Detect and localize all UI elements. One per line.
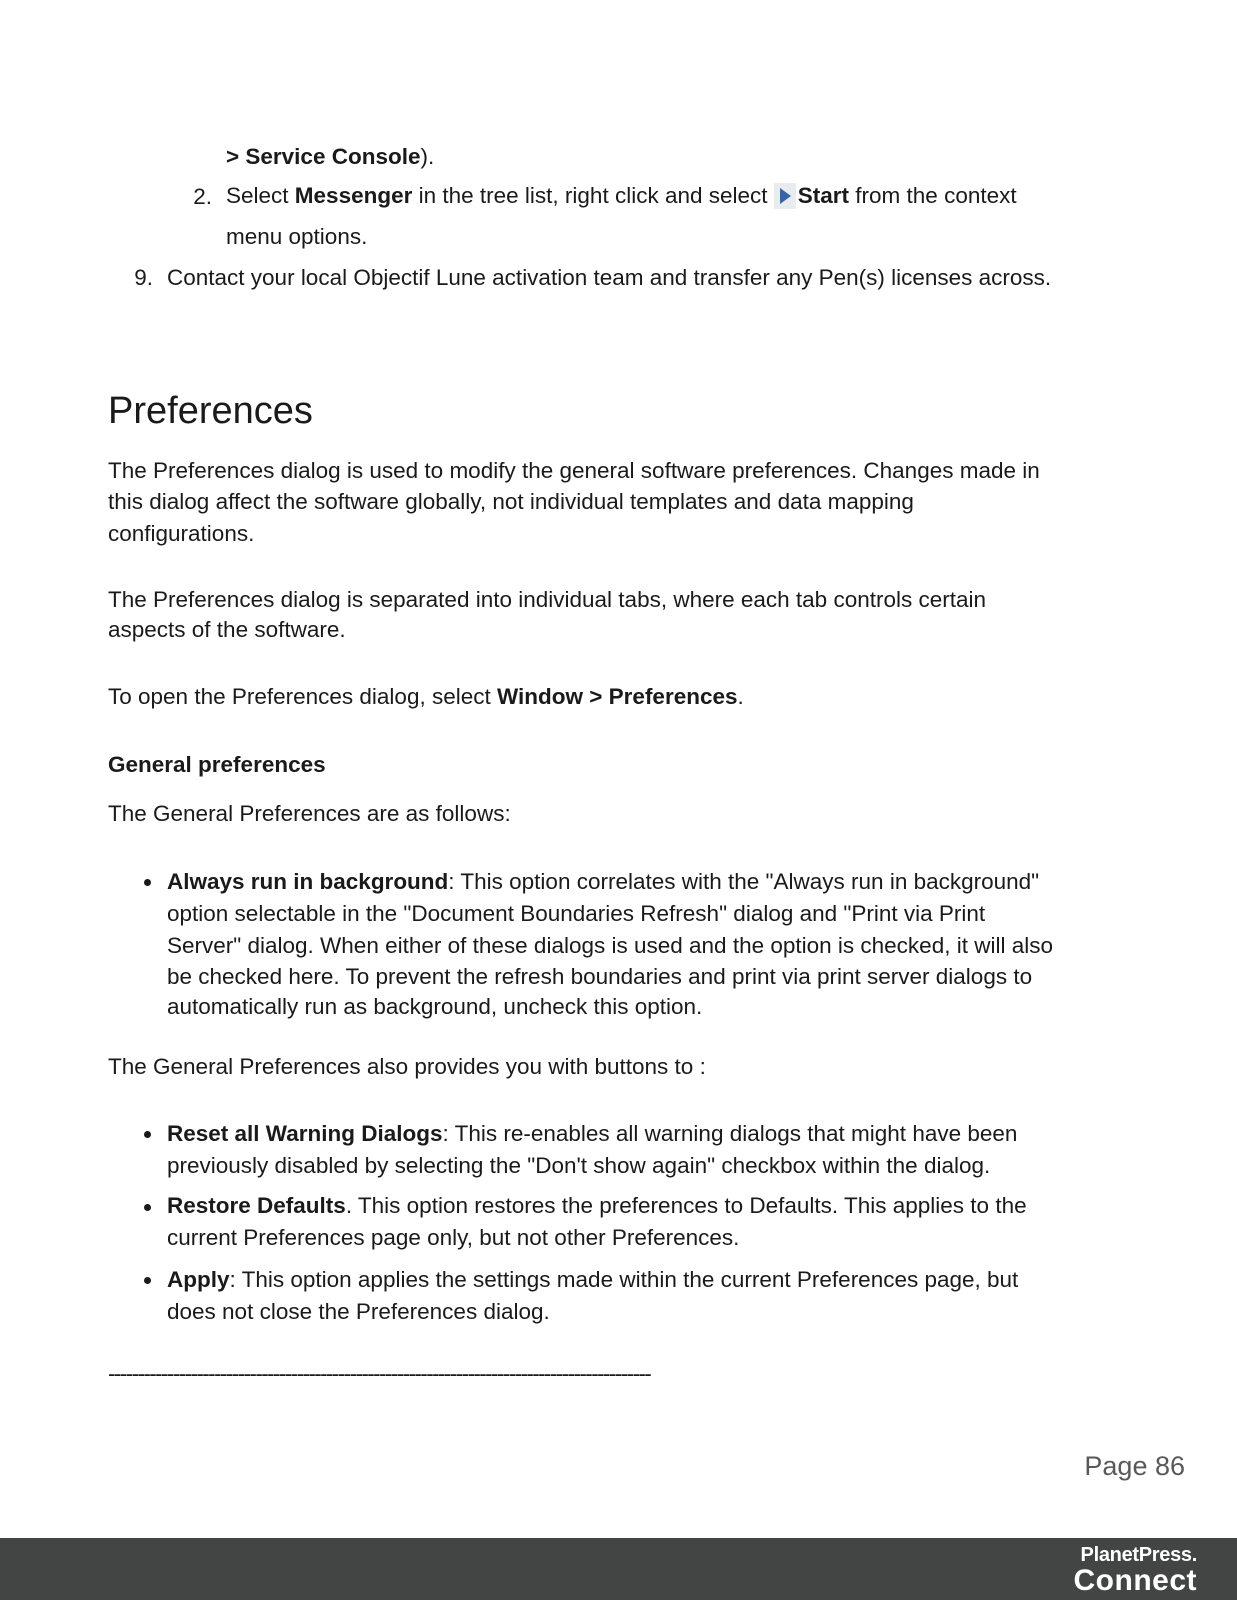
paragraph-1-line-2: this dialog affect the software globally, not individual templates and data mapping	[108, 489, 914, 514]
footer-bar	[0, 1538, 1237, 1600]
menu-path: Window > Preferences	[497, 684, 738, 709]
buttons-intro: The General Preferences also provides you with buttons to :	[108, 1054, 706, 1079]
dashed-divider: --------------------------------------------------------------------------------------------	[108, 1361, 651, 1386]
logo-top-text: PlanetPress.	[1080, 1544, 1197, 1566]
step-9-text: Contact your local Objectif Lune activation team and transfer any Pen(s) licenses across.	[167, 265, 1052, 290]
step-2-text-line2: menu options.	[226, 224, 368, 249]
planetpress-connect-logo	[1074, 1544, 1198, 1596]
page-number: Page 86	[1084, 1451, 1185, 1481]
bullet-dot	[144, 879, 151, 886]
start-play-icon	[774, 183, 796, 209]
step-2-text: Select Messenger in the tree list, right click and select Start from the context	[226, 183, 1017, 208]
paragraph-1-line-1: The Preferences dialog is used to modify the general software preferences. Changes made in	[108, 458, 1040, 483]
bullet-always-run-line-4: be checked here. To prevent the refresh boundaries and print via print server dialogs to	[167, 964, 1033, 989]
paragraph-2-line-1: The Preferences dialog is separated into individual tabs, where each tab controls certain	[108, 587, 987, 612]
bullet-always-run-line-1: Always run in background: This option correlates with the "Always run in background"	[167, 869, 1040, 894]
paragraph-2-line-2: aspects of the software.	[108, 617, 346, 642]
logo-bottom-text: Connect	[1073, 1564, 1197, 1597]
bullet-reset-warnings-line-1: Reset all Warning Dialogs: This re-enables all warning dialogs that might have been	[167, 1121, 1018, 1146]
bullet-dot	[144, 1131, 151, 1138]
service-console-path: > Service Console	[226, 144, 421, 169]
bullet-always-run-line-5: automatically run as background, uncheck this option.	[167, 994, 703, 1019]
bullet-apply-line-2: does not close the Preferences dialog.	[167, 1299, 550, 1324]
step-9-number: 9.	[134, 265, 153, 290]
bullet-apply-line-1: Apply: This option applies the settings made within the current Preferences page, but	[167, 1267, 1019, 1292]
subsection-heading: General preferences	[108, 752, 326, 777]
bullet-restore-defaults-line-2: current Preferences page only, but not other Preferences.	[167, 1225, 740, 1250]
paragraph-3: To open the Preferences dialog, select Window > Preferences.	[108, 684, 744, 709]
bullet-dot	[144, 1204, 151, 1211]
bullet-always-run-line-3: Server" dialog. When either of these dialogs is used and the option is checked, it will also	[167, 933, 1053, 958]
step-continuation: > Service Console).	[226, 144, 435, 169]
bullet-reset-warnings-line-2: previously disabled by selecting the "Don't show again" checkbox within the dialog.	[167, 1153, 991, 1178]
bullet-restore-defaults-line-1: Restore Defaults. This option restores the preferences to Defaults. This applies to the	[167, 1193, 1027, 1218]
section-title: Preferences	[108, 390, 313, 432]
general-intro: The General Preferences are as follows:	[108, 801, 511, 826]
bullet-always-run-line-2: option selectable in the "Document Boundaries Refresh" dialog and "Print via Print	[167, 901, 986, 926]
paragraph-1-line-3: configurations.	[108, 521, 255, 546]
bullet-dot	[144, 1277, 151, 1284]
step-2-number: 2.	[193, 184, 212, 209]
